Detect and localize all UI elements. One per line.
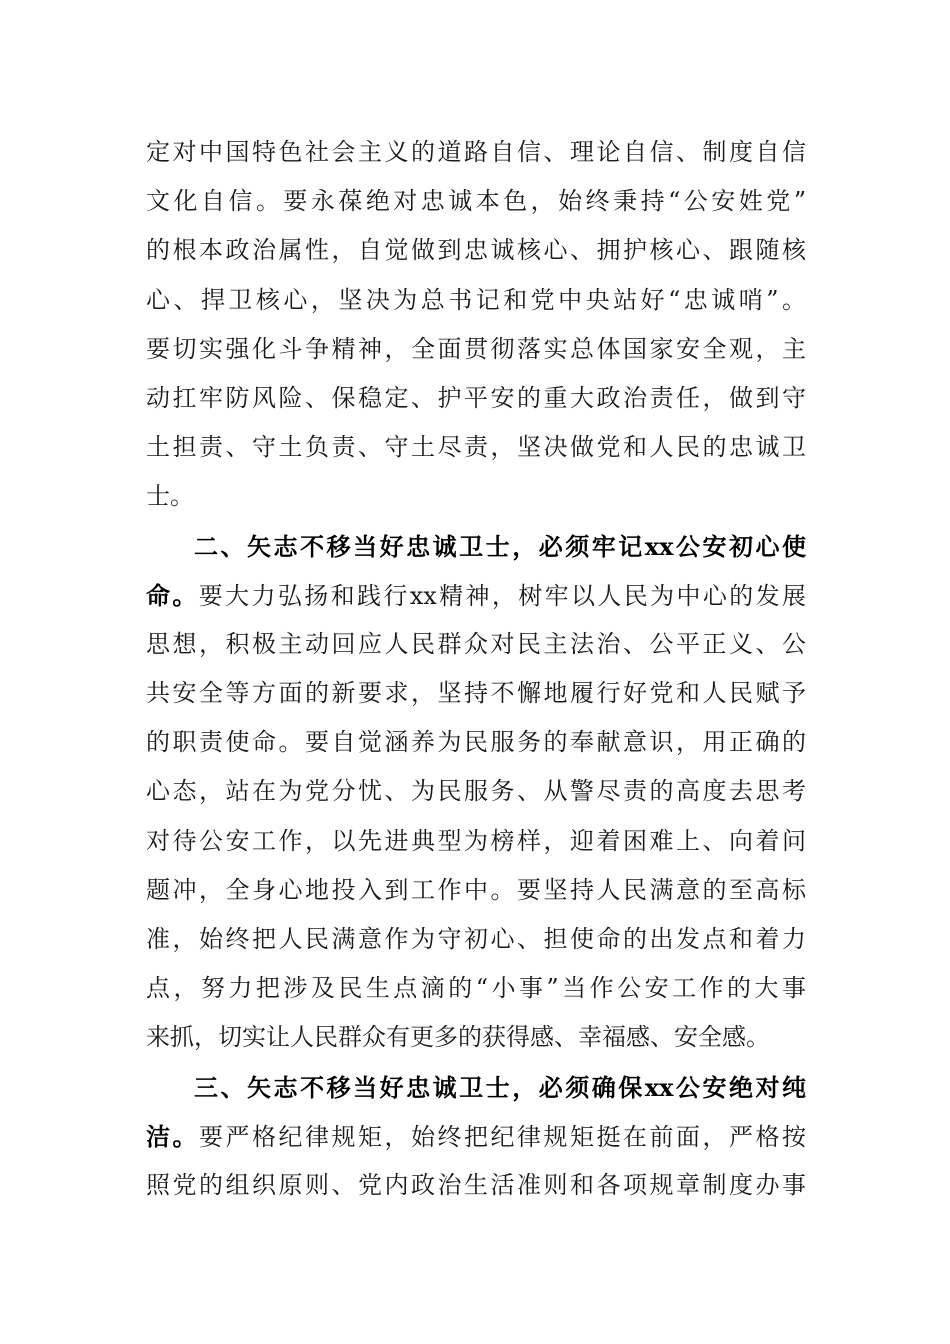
text-line: 心、捍卫核心，坚决为总书记和党中央站好“忠诚哨”。 (146, 285, 806, 314)
text-line: 命。要大力弘扬和践行xx精神，树牢以人民为中心的发展 (146, 580, 806, 610)
text-line: 洁。要严格纪律规矩，始终把纪律规矩挺在前面，严格按 (146, 1121, 806, 1151)
section-heading-3-end: 洁。 (146, 1121, 199, 1151)
text-line: 照党的组织原则、党内政治生活准则和各项规章制度办事 (146, 1170, 806, 1199)
text-line: 心态，站在为党分忧、为民服务、从警尽责的高度去思考 (146, 777, 806, 806)
section-heading-2-end: 命。 (146, 580, 199, 610)
text-line: 共安全等方面的新要求，坚持不懈地履行好党和人民赋予 (146, 679, 806, 708)
text-line: 土担责、守土负责、守土尽责，坚决做党和人民的忠诚卫 (146, 433, 806, 462)
text-line: 点，努力把涉及民生点滴的“小事”当作公安工作的大事 (146, 974, 806, 1003)
text-line: 要切实强化斗争精神，全面贯彻落实总体国家安全观，主 (146, 334, 806, 363)
text-line: 士。 (146, 482, 194, 511)
text-line: 题冲，全身心地投入到工作中。要坚持人民满意的至高标 (146, 875, 806, 904)
text-line: 对待公安工作，以先进典型为榜样，迎着困难上、向着问 (146, 826, 806, 855)
section-heading-3: 三、矢志不移当好忠诚卫士，必须确保xx公安绝对纯 (194, 1072, 806, 1102)
text-line: 文化自信。要永葆绝对忠诚本色，始终秉持“公安姓党” (146, 187, 806, 216)
text-line: 思想，积极主动回应人民群众对民主法治、公平正义、公 (146, 629, 806, 658)
text-line: 来抓，切实让人民群众有更多的获得感、幸福感、安全感。 (146, 1023, 770, 1052)
text-line: 动扛牢防风险、保稳定、护平安的重大政治责任，做到守 (146, 383, 806, 412)
text-line: 准，始终把人民满意作为守初心、担使命的出发点和着力 (146, 925, 806, 953)
text-line: 定对中国特色社会主义的道路自信、理论自信、制度自信 (146, 138, 806, 166)
text-line: 的职责使命。要自觉涵养为民服务的奉献意识，用正确的 (146, 728, 806, 757)
section-heading-2: 二、矢志不移当好忠诚卫士，必须牢记xx公安初心使 (194, 531, 806, 561)
document-body (146, 128, 806, 1210)
text-line: 的根本政治属性，自觉做到忠诚核心、拥护核心、跟随核 (146, 236, 806, 265)
